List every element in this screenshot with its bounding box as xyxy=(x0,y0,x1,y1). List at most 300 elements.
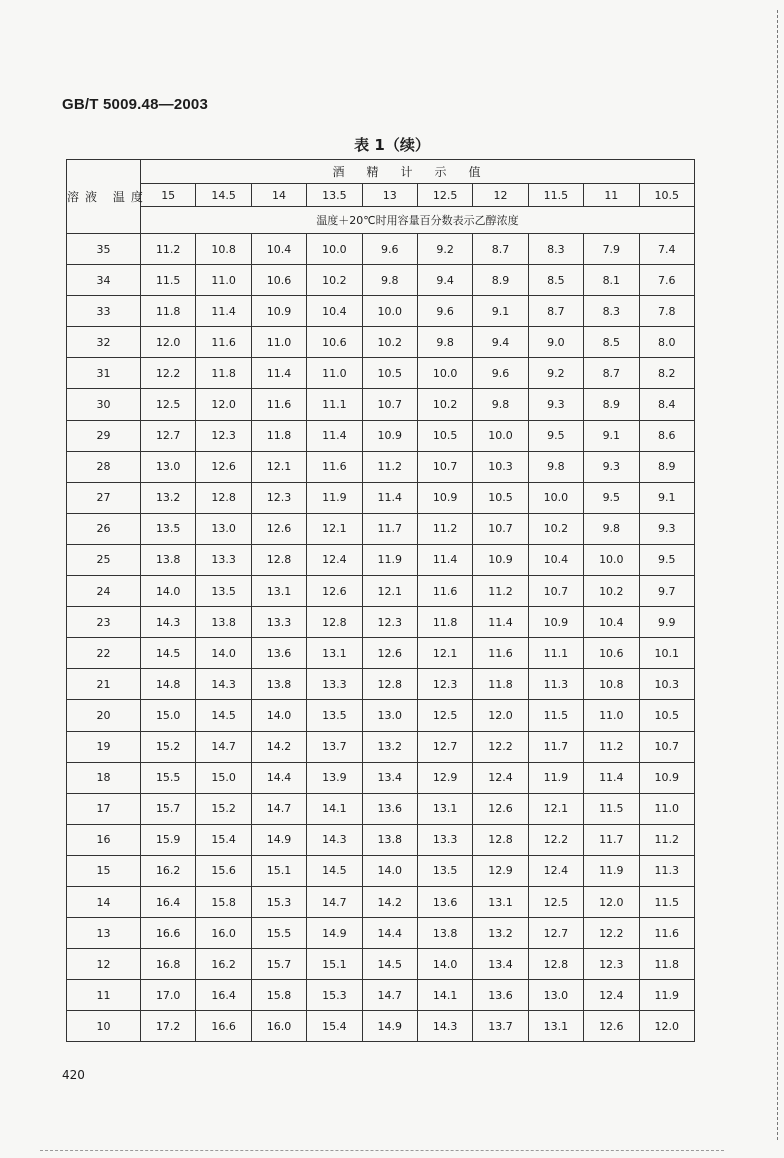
value-cell: 14.9 xyxy=(362,1011,417,1042)
value-cell: 9.6 xyxy=(417,296,472,327)
value-cell: 12.1 xyxy=(528,793,583,824)
table-row xyxy=(67,420,695,451)
value-cell: 14.1 xyxy=(417,980,472,1011)
value-cell: 9.8 xyxy=(417,327,472,358)
value-cell: 15.0 xyxy=(196,762,251,793)
value-cell: 14.4 xyxy=(362,918,417,949)
value-cell: 12.5 xyxy=(528,886,583,917)
value-cell: 16.0 xyxy=(251,1011,306,1042)
value-cell: 10.9 xyxy=(528,607,583,638)
value-cell: 13.8 xyxy=(417,918,472,949)
value-cell: 12.2 xyxy=(141,358,196,389)
value-cell: 12.8 xyxy=(362,669,417,700)
value-cell: 11.8 xyxy=(417,607,472,638)
table-row xyxy=(67,327,695,358)
value-cell: 8.5 xyxy=(584,327,639,358)
value-cell: 11.2 xyxy=(584,731,639,762)
value-cell: 15.8 xyxy=(251,980,306,1011)
value-cell: 8.2 xyxy=(639,358,694,389)
value-cell: 11.5 xyxy=(141,265,196,296)
value-cell: 16.2 xyxy=(196,949,251,980)
value-cell: 11.8 xyxy=(141,296,196,327)
value-cell: 9.1 xyxy=(473,296,528,327)
value-cell: 11.0 xyxy=(639,793,694,824)
table-row xyxy=(67,296,695,327)
value-cell: 13.2 xyxy=(141,482,196,513)
value-cell: 10.8 xyxy=(196,234,251,265)
value-cell: 12.0 xyxy=(584,886,639,917)
value-cell: 10.9 xyxy=(417,482,472,513)
value-cell: 10.3 xyxy=(639,669,694,700)
value-cell: 10.0 xyxy=(584,544,639,575)
value-cell: 14.7 xyxy=(362,980,417,1011)
value-cell: 7.4 xyxy=(639,234,694,265)
value-cell: 12.4 xyxy=(307,544,362,575)
value-cell: 13.3 xyxy=(251,607,306,638)
value-cell: 9.6 xyxy=(473,358,528,389)
table-row xyxy=(67,855,695,886)
value-cell: 14.1 xyxy=(307,793,362,824)
value-cell: 14.0 xyxy=(196,638,251,669)
value-cell: 12.3 xyxy=(584,949,639,980)
value-cell: 13.5 xyxy=(141,513,196,544)
value-cell: 8.9 xyxy=(584,389,639,420)
value-cell: 10.0 xyxy=(362,296,417,327)
value-cell: 12.0 xyxy=(639,1011,694,1042)
value-cell: 14.7 xyxy=(196,731,251,762)
value-cell: 10.2 xyxy=(584,576,639,607)
value-cell: 9.5 xyxy=(639,544,694,575)
value-cell: 11.8 xyxy=(196,358,251,389)
temperature-cell: 18 xyxy=(67,762,141,793)
value-cell: 12.1 xyxy=(307,513,362,544)
table-row xyxy=(67,762,695,793)
value-cell: 14.5 xyxy=(196,700,251,731)
value-cell: 14.0 xyxy=(141,576,196,607)
value-cell: 10.8 xyxy=(584,669,639,700)
temperature-cell: 11 xyxy=(67,980,141,1011)
value-cell: 15.5 xyxy=(251,918,306,949)
value-cell: 12.3 xyxy=(251,482,306,513)
description-header: 温度＋20℃时用容量百分数表示乙醇浓度 xyxy=(141,207,695,234)
temperature-cell: 22 xyxy=(67,638,141,669)
value-cell: 11.5 xyxy=(584,793,639,824)
value-cell: 11.8 xyxy=(251,420,306,451)
temperature-cell: 17 xyxy=(67,793,141,824)
value-cell: 11.3 xyxy=(528,669,583,700)
value-cell: 11.8 xyxy=(473,669,528,700)
value-cell: 10.6 xyxy=(584,638,639,669)
column-header: 12 xyxy=(473,184,528,207)
value-cell: 12.5 xyxy=(417,700,472,731)
table-row xyxy=(67,886,695,917)
scan-bottom-line xyxy=(40,1150,724,1151)
value-cell: 13.4 xyxy=(473,949,528,980)
temperature-cell: 20 xyxy=(67,700,141,731)
value-cell: 13.8 xyxy=(141,544,196,575)
temperature-cell: 35 xyxy=(67,234,141,265)
value-cell: 10.7 xyxy=(528,576,583,607)
table-body xyxy=(67,234,695,1042)
value-cell: 13.6 xyxy=(362,793,417,824)
value-cell: 14.9 xyxy=(251,824,306,855)
value-cell: 10.9 xyxy=(251,296,306,327)
table-row xyxy=(67,234,695,265)
value-cell: 8.6 xyxy=(639,420,694,451)
value-cell: 11.2 xyxy=(639,824,694,855)
value-cell: 15.7 xyxy=(251,949,306,980)
value-cell: 16.8 xyxy=(141,949,196,980)
temperature-cell: 26 xyxy=(67,513,141,544)
value-cell: 11.7 xyxy=(362,513,417,544)
value-cell: 11.6 xyxy=(417,576,472,607)
value-cell: 15.7 xyxy=(141,793,196,824)
temperature-cell: 23 xyxy=(67,607,141,638)
value-cell: 12.1 xyxy=(362,576,417,607)
value-cell: 12.4 xyxy=(528,855,583,886)
value-cell: 14.0 xyxy=(251,700,306,731)
value-cell: 10.0 xyxy=(473,420,528,451)
value-cell: 11.8 xyxy=(639,949,694,980)
value-cell: 11.0 xyxy=(196,265,251,296)
temperature-cell: 15 xyxy=(67,855,141,886)
value-cell: 11.1 xyxy=(528,638,583,669)
value-cell: 12.8 xyxy=(473,824,528,855)
value-cell: 10.4 xyxy=(584,607,639,638)
value-cell: 12.2 xyxy=(584,918,639,949)
group-header: 酒精计示值 xyxy=(141,160,695,184)
value-cell: 9.2 xyxy=(528,358,583,389)
table-row xyxy=(67,607,695,638)
value-cell: 16.4 xyxy=(196,980,251,1011)
value-cell: 9.8 xyxy=(584,513,639,544)
value-cell: 11.4 xyxy=(362,482,417,513)
value-cell: 17.2 xyxy=(141,1011,196,1042)
value-cell: 13.4 xyxy=(362,762,417,793)
value-cell: 15.1 xyxy=(251,855,306,886)
value-cell: 8.7 xyxy=(528,296,583,327)
value-cell: 10.5 xyxy=(473,482,528,513)
table-title: 表 1（续） xyxy=(354,136,430,154)
value-cell: 13.0 xyxy=(196,513,251,544)
value-cell: 13.9 xyxy=(307,762,362,793)
value-cell: 11.0 xyxy=(251,327,306,358)
table-row xyxy=(67,980,695,1011)
table-row xyxy=(67,638,695,669)
value-cell: 13.6 xyxy=(251,638,306,669)
value-cell: 14.4 xyxy=(251,762,306,793)
value-cell: 13.2 xyxy=(362,731,417,762)
table-row xyxy=(67,669,695,700)
value-cell: 12.6 xyxy=(473,793,528,824)
table-row xyxy=(67,576,695,607)
value-cell: 10.3 xyxy=(473,451,528,482)
column-header: 11 xyxy=(584,184,639,207)
temperature-cell: 24 xyxy=(67,576,141,607)
column-header: 14.5 xyxy=(196,184,251,207)
value-cell: 13.3 xyxy=(417,824,472,855)
value-cell: 11.2 xyxy=(141,234,196,265)
value-cell: 11.5 xyxy=(528,700,583,731)
value-cell: 10.9 xyxy=(473,544,528,575)
value-cell: 14.2 xyxy=(362,886,417,917)
value-cell: 14.5 xyxy=(141,638,196,669)
value-cell: 13.2 xyxy=(473,918,528,949)
value-cell: 12.5 xyxy=(141,389,196,420)
column-header: 14 xyxy=(251,184,306,207)
temperature-cell: 25 xyxy=(67,544,141,575)
value-cell: 12.8 xyxy=(307,607,362,638)
value-cell: 12.3 xyxy=(196,420,251,451)
value-cell: 11.9 xyxy=(639,980,694,1011)
value-cell: 16.6 xyxy=(141,918,196,949)
value-cell: 9.2 xyxy=(417,234,472,265)
value-cell: 10.2 xyxy=(307,265,362,296)
value-cell: 12.7 xyxy=(417,731,472,762)
value-cell: 9.8 xyxy=(473,389,528,420)
value-cell: 16.6 xyxy=(196,1011,251,1042)
value-cell: 12.6 xyxy=(251,513,306,544)
value-cell: 11.5 xyxy=(639,886,694,917)
value-cell: 13.8 xyxy=(362,824,417,855)
value-cell: 13.6 xyxy=(417,886,472,917)
value-cell: 12.3 xyxy=(417,669,472,700)
table-row xyxy=(67,451,695,482)
value-cell: 9.5 xyxy=(584,482,639,513)
column-header: 15 xyxy=(141,184,196,207)
value-cell: 15.0 xyxy=(141,700,196,731)
value-cell: 11.4 xyxy=(196,296,251,327)
page-number: 420 xyxy=(62,1068,85,1082)
value-cell: 9.1 xyxy=(584,420,639,451)
table-row xyxy=(67,793,695,824)
value-cell: 10.5 xyxy=(417,420,472,451)
table-row xyxy=(67,358,695,389)
value-cell: 8.3 xyxy=(584,296,639,327)
value-cell: 10.4 xyxy=(528,544,583,575)
value-cell: 10.4 xyxy=(307,296,362,327)
value-cell: 12.4 xyxy=(584,980,639,1011)
value-cell: 10.9 xyxy=(639,762,694,793)
value-cell: 13.7 xyxy=(307,731,362,762)
column-header: 13.5 xyxy=(307,184,362,207)
temperature-cell: 32 xyxy=(67,327,141,358)
value-cell: 12.3 xyxy=(362,607,417,638)
value-cell: 13.3 xyxy=(196,544,251,575)
value-cell: 16.4 xyxy=(141,886,196,917)
temperature-cell: 16 xyxy=(67,824,141,855)
value-cell: 9.8 xyxy=(362,265,417,296)
column-header-row xyxy=(67,184,695,207)
value-cell: 15.1 xyxy=(307,949,362,980)
value-cell: 10.5 xyxy=(639,700,694,731)
value-cell: 9.9 xyxy=(639,607,694,638)
value-cell: 10.0 xyxy=(528,482,583,513)
value-cell: 11.7 xyxy=(528,731,583,762)
value-cell: 10.2 xyxy=(362,327,417,358)
value-cell: 12.2 xyxy=(528,824,583,855)
value-cell: 10.1 xyxy=(639,638,694,669)
value-cell: 12.8 xyxy=(528,949,583,980)
value-cell: 15.3 xyxy=(307,980,362,1011)
temperature-cell: 28 xyxy=(67,451,141,482)
value-cell: 13.8 xyxy=(196,607,251,638)
temperature-cell: 10 xyxy=(67,1011,141,1042)
value-cell: 9.3 xyxy=(528,389,583,420)
temperature-cell: 31 xyxy=(67,358,141,389)
column-header: 10.5 xyxy=(639,184,694,207)
value-cell: 10.2 xyxy=(528,513,583,544)
scan-edge-line xyxy=(777,10,778,1140)
value-cell: 11.6 xyxy=(196,327,251,358)
value-cell: 13.7 xyxy=(473,1011,528,1042)
value-cell: 12.9 xyxy=(473,855,528,886)
value-cell: 9.3 xyxy=(639,513,694,544)
value-cell: 13.1 xyxy=(473,886,528,917)
value-cell: 12.0 xyxy=(141,327,196,358)
value-cell: 12.0 xyxy=(473,700,528,731)
value-cell: 8.9 xyxy=(473,265,528,296)
row-header: 溶液 温度 xyxy=(67,160,141,234)
value-cell: 9.0 xyxy=(528,327,583,358)
table-row xyxy=(67,1011,695,1042)
value-cell: 11.2 xyxy=(362,451,417,482)
value-cell: 10.0 xyxy=(417,358,472,389)
value-cell: 8.9 xyxy=(639,451,694,482)
value-cell: 11.9 xyxy=(362,544,417,575)
temperature-cell: 12 xyxy=(67,949,141,980)
value-cell: 14.5 xyxy=(307,855,362,886)
table-row xyxy=(67,918,695,949)
value-cell: 9.6 xyxy=(362,234,417,265)
table-row xyxy=(67,731,695,762)
value-cell: 10.4 xyxy=(251,234,306,265)
value-cell: 11.9 xyxy=(307,482,362,513)
column-header: 12.5 xyxy=(417,184,472,207)
value-cell: 8.3 xyxy=(528,234,583,265)
value-cell: 11.6 xyxy=(251,389,306,420)
value-cell: 15.9 xyxy=(141,824,196,855)
value-cell: 12.6 xyxy=(362,638,417,669)
value-cell: 10.7 xyxy=(417,451,472,482)
value-cell: 13.5 xyxy=(196,576,251,607)
value-cell: 13.1 xyxy=(417,793,472,824)
value-cell: 12.8 xyxy=(251,544,306,575)
value-cell: 9.7 xyxy=(639,576,694,607)
table-row xyxy=(67,824,695,855)
value-cell: 12.6 xyxy=(196,451,251,482)
value-cell: 15.8 xyxy=(196,886,251,917)
value-cell: 10.7 xyxy=(473,513,528,544)
value-cell: 9.1 xyxy=(639,482,694,513)
value-cell: 9.4 xyxy=(417,265,472,296)
table-row xyxy=(67,389,695,420)
value-cell: 11.0 xyxy=(584,700,639,731)
value-cell: 11.0 xyxy=(307,358,362,389)
standard-code: GB/T 5009.48—2003 xyxy=(62,96,208,113)
value-cell: 10.7 xyxy=(639,731,694,762)
value-cell: 11.3 xyxy=(639,855,694,886)
value-cell: 11.7 xyxy=(584,824,639,855)
value-cell: 10.9 xyxy=(362,420,417,451)
temperature-cell: 14 xyxy=(67,886,141,917)
table-row xyxy=(67,513,695,544)
value-cell: 8.1 xyxy=(584,265,639,296)
value-cell: 11.4 xyxy=(473,607,528,638)
value-cell: 10.0 xyxy=(307,234,362,265)
value-cell: 13.0 xyxy=(141,451,196,482)
value-cell: 12.7 xyxy=(141,420,196,451)
value-cell: 11.6 xyxy=(473,638,528,669)
value-cell: 11.6 xyxy=(307,451,362,482)
value-cell: 8.4 xyxy=(639,389,694,420)
value-cell: 17.0 xyxy=(141,980,196,1011)
value-cell: 15.6 xyxy=(196,855,251,886)
value-cell: 16.0 xyxy=(196,918,251,949)
value-cell: 14.3 xyxy=(417,1011,472,1042)
value-cell: 13.1 xyxy=(307,638,362,669)
value-cell: 9.8 xyxy=(528,451,583,482)
value-cell: 12.1 xyxy=(417,638,472,669)
value-cell: 11.6 xyxy=(639,918,694,949)
table-row xyxy=(67,544,695,575)
value-cell: 14.5 xyxy=(362,949,417,980)
temperature-cell: 30 xyxy=(67,389,141,420)
temperature-cell: 34 xyxy=(67,265,141,296)
temperature-cell: 27 xyxy=(67,482,141,513)
value-cell: 12.7 xyxy=(528,918,583,949)
value-cell: 13.0 xyxy=(528,980,583,1011)
value-cell: 15.2 xyxy=(196,793,251,824)
value-cell: 12.6 xyxy=(584,1011,639,1042)
value-cell: 13.1 xyxy=(528,1011,583,1042)
value-cell: 14.0 xyxy=(417,949,472,980)
value-cell: 11.2 xyxy=(473,576,528,607)
value-cell: 13.5 xyxy=(417,855,472,886)
value-cell: 12.9 xyxy=(417,762,472,793)
value-cell: 10.2 xyxy=(417,389,472,420)
value-cell: 14.7 xyxy=(307,886,362,917)
value-cell: 15.3 xyxy=(251,886,306,917)
alcohol-correction-table xyxy=(66,159,695,1042)
value-cell: 11.2 xyxy=(417,513,472,544)
value-cell: 8.7 xyxy=(473,234,528,265)
temperature-cell: 29 xyxy=(67,420,141,451)
value-cell: 8.7 xyxy=(584,358,639,389)
value-cell: 10.5 xyxy=(362,358,417,389)
value-cell: 11.4 xyxy=(307,420,362,451)
value-cell: 8.0 xyxy=(639,327,694,358)
value-cell: 7.8 xyxy=(639,296,694,327)
value-cell: 10.6 xyxy=(307,327,362,358)
value-cell: 11.9 xyxy=(584,855,639,886)
table-row xyxy=(67,700,695,731)
value-cell: 7.9 xyxy=(584,234,639,265)
value-cell: 12.2 xyxy=(473,731,528,762)
value-cell: 14.7 xyxy=(251,793,306,824)
value-cell: 13.8 xyxy=(251,669,306,700)
value-cell: 13.3 xyxy=(307,669,362,700)
value-cell: 12.1 xyxy=(251,451,306,482)
value-cell: 11.1 xyxy=(307,389,362,420)
value-cell: 10.6 xyxy=(251,265,306,296)
column-header: 11.5 xyxy=(528,184,583,207)
value-cell: 11.4 xyxy=(584,762,639,793)
value-cell: 13.0 xyxy=(362,700,417,731)
value-cell: 15.4 xyxy=(196,824,251,855)
value-cell: 13.1 xyxy=(251,576,306,607)
value-cell: 11.4 xyxy=(251,358,306,389)
